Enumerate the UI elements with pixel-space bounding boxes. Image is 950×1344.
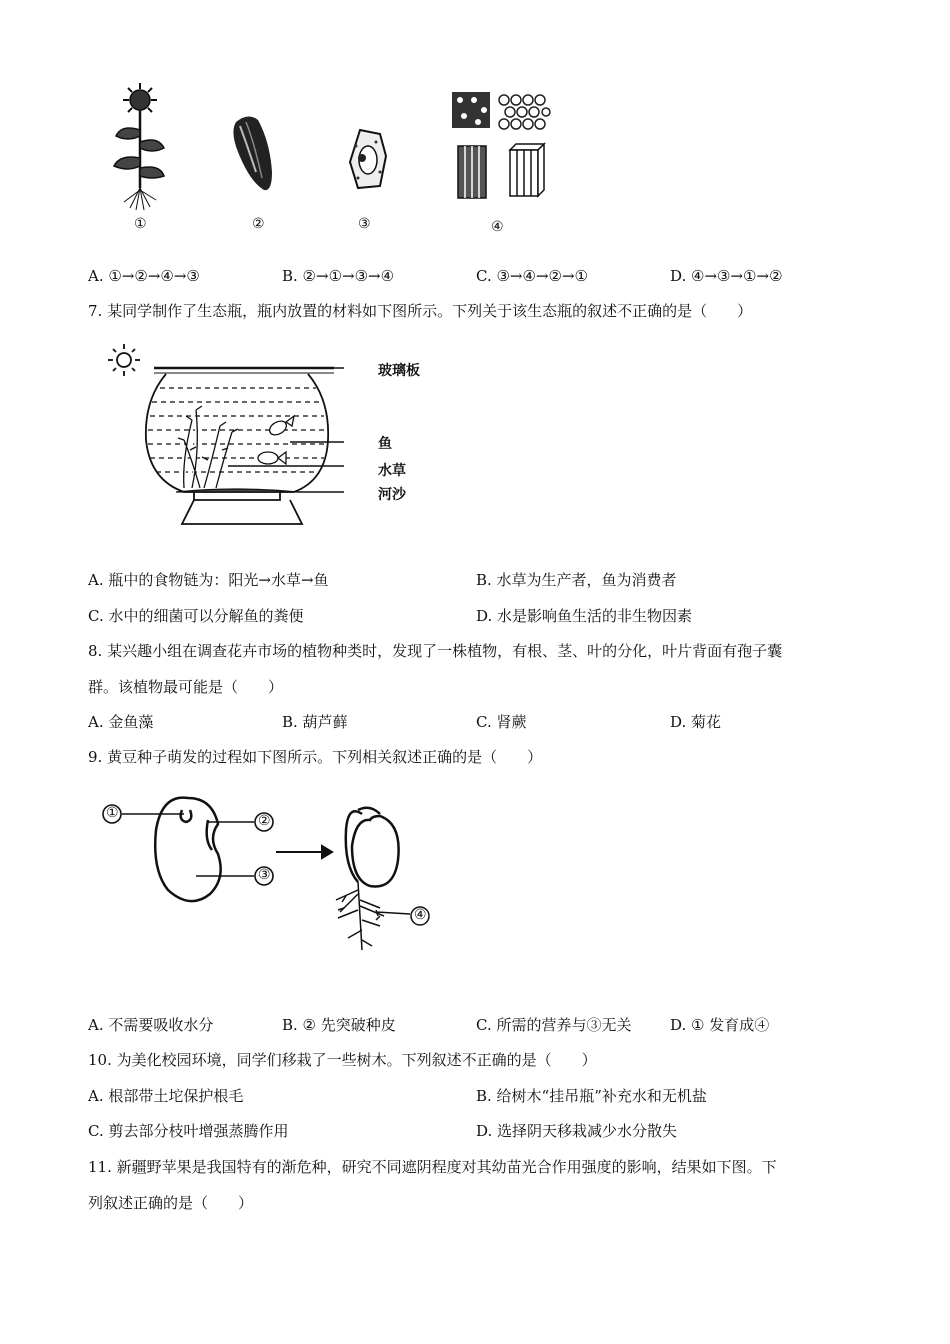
q8-stem-line1: 8. 某兴趣小组在调查花卉市场的植物种类时，发现了一株植物，有根、茎、叶的分化，叶片背面有孢子囊 (88, 642, 783, 660)
q7-option-a[interactable]: A. 瓶中的食物链为：阳光→水草→鱼 (88, 571, 329, 589)
q6-option-b[interactable]: B. ②→①→③→④ (282, 267, 395, 285)
q8-option-b[interactable]: B. 葫芦藓 (282, 713, 348, 731)
q6-figure-seed-icon (226, 112, 276, 194)
q10-stem: 10. 为美化校园环境，同学们移栽了一些树木。下列叙述不正确的是（ ） (88, 1051, 597, 1069)
q6-figure-tissues-icon (448, 88, 552, 204)
q6-fig-label-4: ④ (491, 219, 504, 235)
q9-option-d[interactable]: D. ① 发育成④ (670, 1016, 770, 1034)
q9-fig-label-1: ① (106, 805, 119, 821)
q6-option-d[interactable]: D. ④→③→①→② (670, 267, 783, 285)
q9-option-c[interactable]: C. 所需的营养与③无关 (476, 1016, 632, 1034)
q9-fig-label-2: ② (258, 813, 271, 829)
q8-option-a[interactable]: A. 金鱼藻 (88, 713, 154, 731)
q9-fig-label-4: ④ (414, 907, 427, 923)
q10-option-c[interactable]: C. 剪去部分枝叶增强蒸腾作用 (88, 1122, 289, 1140)
q6-figure-cell-icon (346, 128, 390, 190)
q8-stem-line2: 群。该植物最可能是（ ） (88, 678, 284, 696)
q8-option-c[interactable]: C. 肾蕨 (476, 713, 527, 731)
q11-stem-line2: 列叙述正确的是（ ） (88, 1194, 254, 1212)
q7-label-glass-plate: 玻璃板 (378, 363, 420, 379)
q7-option-d[interactable]: D. 水是影响鱼生活的非生物因素 (476, 607, 693, 625)
q6-fig-label-1: ① (134, 216, 147, 232)
q9-stem: 9. 黄豆种子萌发的过程如下图所示。下列相关叙述正确的是（ ） (88, 748, 543, 766)
q6-fig-label-3: ③ (358, 216, 371, 232)
q6-fig-label-2: ② (252, 216, 265, 232)
q9-fig-label-3: ③ (258, 867, 271, 883)
q9-option-b[interactable]: B. ② 先突破种皮 (282, 1016, 396, 1034)
q7-label-fish: 鱼 (378, 436, 392, 452)
q6-option-c[interactable]: C. ③→④→②→① (476, 267, 588, 285)
q10-option-d[interactable]: D. 选择阴天移栽减少水分散失 (476, 1122, 678, 1140)
q9-option-a[interactable]: A. 不需要吸收水分 (88, 1016, 214, 1034)
q10-option-a[interactable]: A. 根部带土坨保护根毛 (88, 1087, 244, 1105)
q11-stem-line1: 11. 新疆野苹果是我国特有的渐危种，研究不同遮阴程度对其幼苗光合作用强度的影响，结果如下图。下 (88, 1158, 777, 1176)
q10-option-b[interactable]: B. 给树木“挂吊瓶”补充水和无机盐 (476, 1087, 707, 1105)
q7-figure-eco-bottle-icon (104, 340, 344, 530)
q7-stem: 7. 某同学制作了生态瓶，瓶内放置的材料如下图所示。下列关于该生态瓶的叙述不正确的是（ ） (88, 302, 753, 320)
q6-option-a[interactable]: A. ①→②→④→③ (88, 267, 200, 285)
q7-option-b[interactable]: B. 水草为生产者，鱼为消费者 (476, 571, 677, 589)
q7-label-river-sand: 河沙 (378, 487, 406, 503)
q7-label-water-grass: 水草 (378, 463, 406, 479)
q8-option-d[interactable]: D. 菊花 (670, 713, 722, 731)
q7-option-c[interactable]: C. 水中的细菌可以分解鱼的粪便 (88, 607, 304, 625)
q6-figure-sunflower-icon (108, 80, 170, 215)
